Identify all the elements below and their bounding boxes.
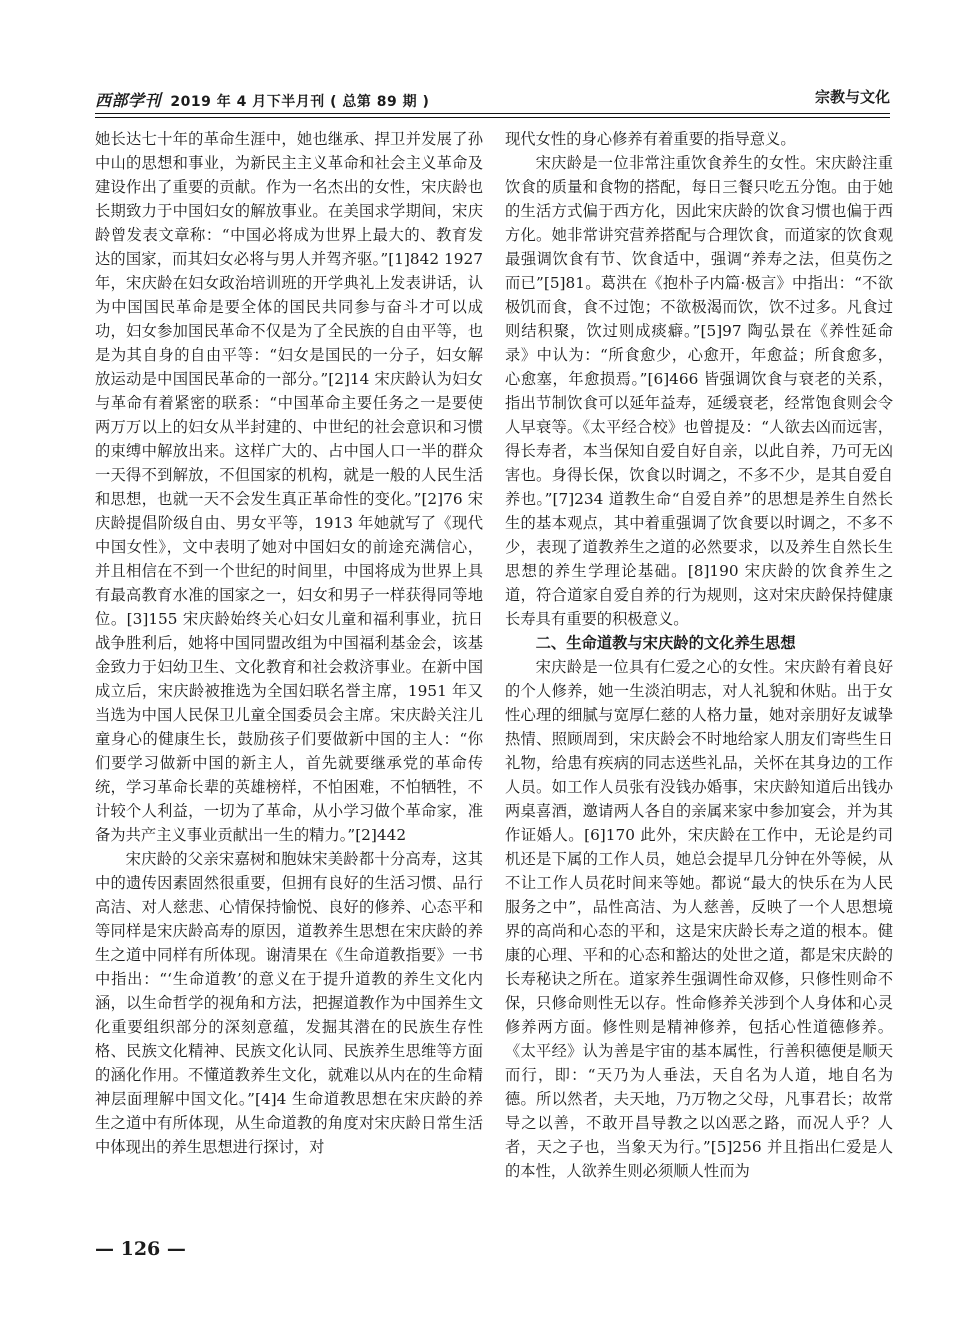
paragraph: 现代女性的身心修养有着重要的指导意义。	[505, 130, 796, 148]
header-rule-thick	[95, 113, 890, 114]
page-header	[95, 86, 890, 112]
left-column	[95, 127, 483, 1159]
section-heading: 二、生命道教与宋庆龄的文化养生思想	[535, 634, 796, 652]
paragraph: 宋庆龄的父亲宋嘉树和胞妹宋美龄都十分高寿，这其中的遗传因素固然很重要，但拥有良好的生活习惯、品行高洁、对人慈悲、心情保持愉悦、良好的修养、心态平和等同样是宋庆龄高寿的原因，道教养生思想在宋庆龄的养生之道中同样有所体现。谢清果在《生命道教指要》一书中指出：“‘生命道教’的意义在于提升道教的养生文化内涵，以生命哲学的视角和方法，把握道教作为中国养生文化重要组织部分的深刻意蕴，发掘其潜在的民族生存性格、民族文化精神、民族文化认同、民族养生思维等方面的涵化作用。不懂道教养生文化，就难以从内在的生命精神层面理解中国文化。”[4]4 生命道教思想在宋庆龄的养生之道中有所体现，从生命道教的角度对宋庆龄日常生活中体现出的养生思想进行探讨，对	[95, 850, 483, 1156]
section-title: 宗教与文化	[814, 88, 890, 106]
paragraph: 宋庆龄是一位非常注重饮食养生的女性。宋庆龄注重饮食的质量和食物的搭配，每日三餐只吃五分饱。由于她的生活方式偏于西方化，因此宋庆龄的饮食习惯也偏于西方化。她非常讲究营养搭配与合理饮食，而道家的饮食观最强调饮食有节、饮食适中，强调“养寿之法，但莫伤之而已”[5]81。葛洪在《抱朴子内篇·极言》中指出：“不欲极饥而食，食不过饱；不欲极渴而饮，饮不过多。凡食过则结积聚，饮过则成痰癖。”[5]97 陶弘景在《养性延命录》中认为：“所食愈少，心愈开，年愈益；所食愈多，心愈塞，年愈损焉。”[6]466 皆强调饮食与衰老的关系，指出节制饮食可以延年益寿，延缓衰老，经常饱食则会令人早衰等。《太平经合校》也曾提及：“人欲去凶而远害，得长寿者，本当保知自爱自好自亲，以此自养，乃可无凶害也。身得长保，饮食以时调之，不多不少，是其自爱自养也。”[7]234 道教生命“自爱自养”的思想是养生自然长生的基本观点，其中着重强调了饮食要以时调之，不多不少，表现了道教养生之道的必然要求，以及养生自然长生思想的养生学理论基础。[8]190 宋庆龄的饮食养生之道，符合道家自爱自养的行为规则，这对宋庆龄保持健康长寿具有重要的积极意义。	[505, 154, 893, 628]
page-number: — 126 —	[95, 1238, 186, 1260]
issue-label: 2019 年 4 月下半月刊 ( 总第 89 期 )	[170, 94, 430, 110]
paragraph: 她长达七十年的革命生涯中，她也继承、捍卫并发展了孙中山的思想和事业，为新民主主义革命和社会主义革命及建设作出了重要的贡献。作为一名杰出的女性，宋庆龄也长期致力于中国妇女的解放事业。在美国求学期间，宋庆龄曾发表文章称：“中国必将成为世界上最大的、教育发达的国家，而其妇女必将与男人并驾齐驱。”[1]842 1927 年，宋庆龄在妇女政治培训班的开学典礼上发表讲话，认为中国国民革命是要全体的国民共同参与奋斗才可以成功，妇女参加国民革命不仅是为了全民族的自由平等，也是为其自身的自由平等：“妇女是国民的一分子，妇女解放运动是中国国民革命的一部分。”[2]14 宋庆龄认为妇女与革命有着紧密的联系：“中国革命主要任务之一是要使两万万以上的妇女从半封建的、中世纪的社会意识和习惯的束缚中解放出来。这样广大的、占中国人口一半的群众一天得不到解放，不但国家的机构，就是一般的人民生活和思想，也就一天不会发生真正革命性的变化。”[2]76 宋庆龄提倡阶级自由、男女平等，1913 年她就写了《现代中国女性》，文中表明了她对中国妇女的前途充满信心，并且相信在不到一个世纪的时间里，中国将成为世界上具有最高教育水准的国家之一，妇女和男子一样获得同等地位。[3]155 宋庆龄始终关心妇女儿童和福利事业，抗日战争胜利后，她将中国同盟改组为中国福利基金会，该基金致力于妇幼卫生、文化教育和社会救济事业。在新中国成立后，宋庆龄被推选为全国妇联名誉主席，1951 年又当选为中国人民保卫儿童全国委员会主席。宋庆龄关注儿童身心的健康生长，鼓励孩子们要做新中国的主人：“你们要学习做新中国的新主人，首先就要继承党的革命传统，学习革命长辈的英雄榜样，不怕困难，不怕牺牲，不计较个人利益，一切为了革命，从小学习做个革命家，准备为共产主义事业贡献出一生的精力。”[2]442	[95, 130, 483, 844]
paragraph: 宋庆龄是一位具有仁爱之心的女性。宋庆龄有着良好的个人修养，她一生淡泊明志，对人礼貌和休贴。出于女性心理的细腻与宽厚仁慈的人格力量，她对亲朋好友诚挚热情、照顾周到，宋庆龄会不时地给家人朋友们寄些生日礼物，给患有疾病的同志送些礼品，关怀在其身边的工作人员。如工作人员张有没钱办婚事，宋庆龄知道后出钱办两桌喜酒，邀请两人各自的亲属来家中参加宴会，并为其作证婚人。[6]170 此外，宋庆龄在工作中，无论是约司机还是下属的工作人员，她总会提早几分钟在外等候，从不让工作人员花时间来等她。都说“最大的快乐在为人民服务之中”，品性高洁、为人慈善，反映了一个人思想境界的高尚和心态的平和，这是宋庆龄长寿之道的根本。健康的心理、平和的心态和豁达的处世之道，都是宋庆龄的长寿秘诀之所在。道家养生强调性命双修，只修性则命不保，只修命则性无以存。性命修养关涉到个人身体和心灵修养两方面。修性则是精神修养，包括心性道德修养。《太平经》认为善是宇宙的基本属性，行善积德便是顺天而行，即：“天乃为人垂法，天自名为人道，地自名为德。所以然者，夫天地，乃万物之父母，凡事君长；故常导之以善，不敢开昌导教之以凶恶之路，而况人乎？人者，天之子也，当象天为行。”[5]256 并且指出仁爱是人的本性，人欲养生则必须顺人性而为	[505, 658, 893, 1180]
right-column	[505, 127, 893, 1183]
journal-logo: 西部学刊	[95, 91, 162, 110]
header-rule-thin	[95, 117, 890, 118]
journal-issue-line	[95, 88, 429, 111]
